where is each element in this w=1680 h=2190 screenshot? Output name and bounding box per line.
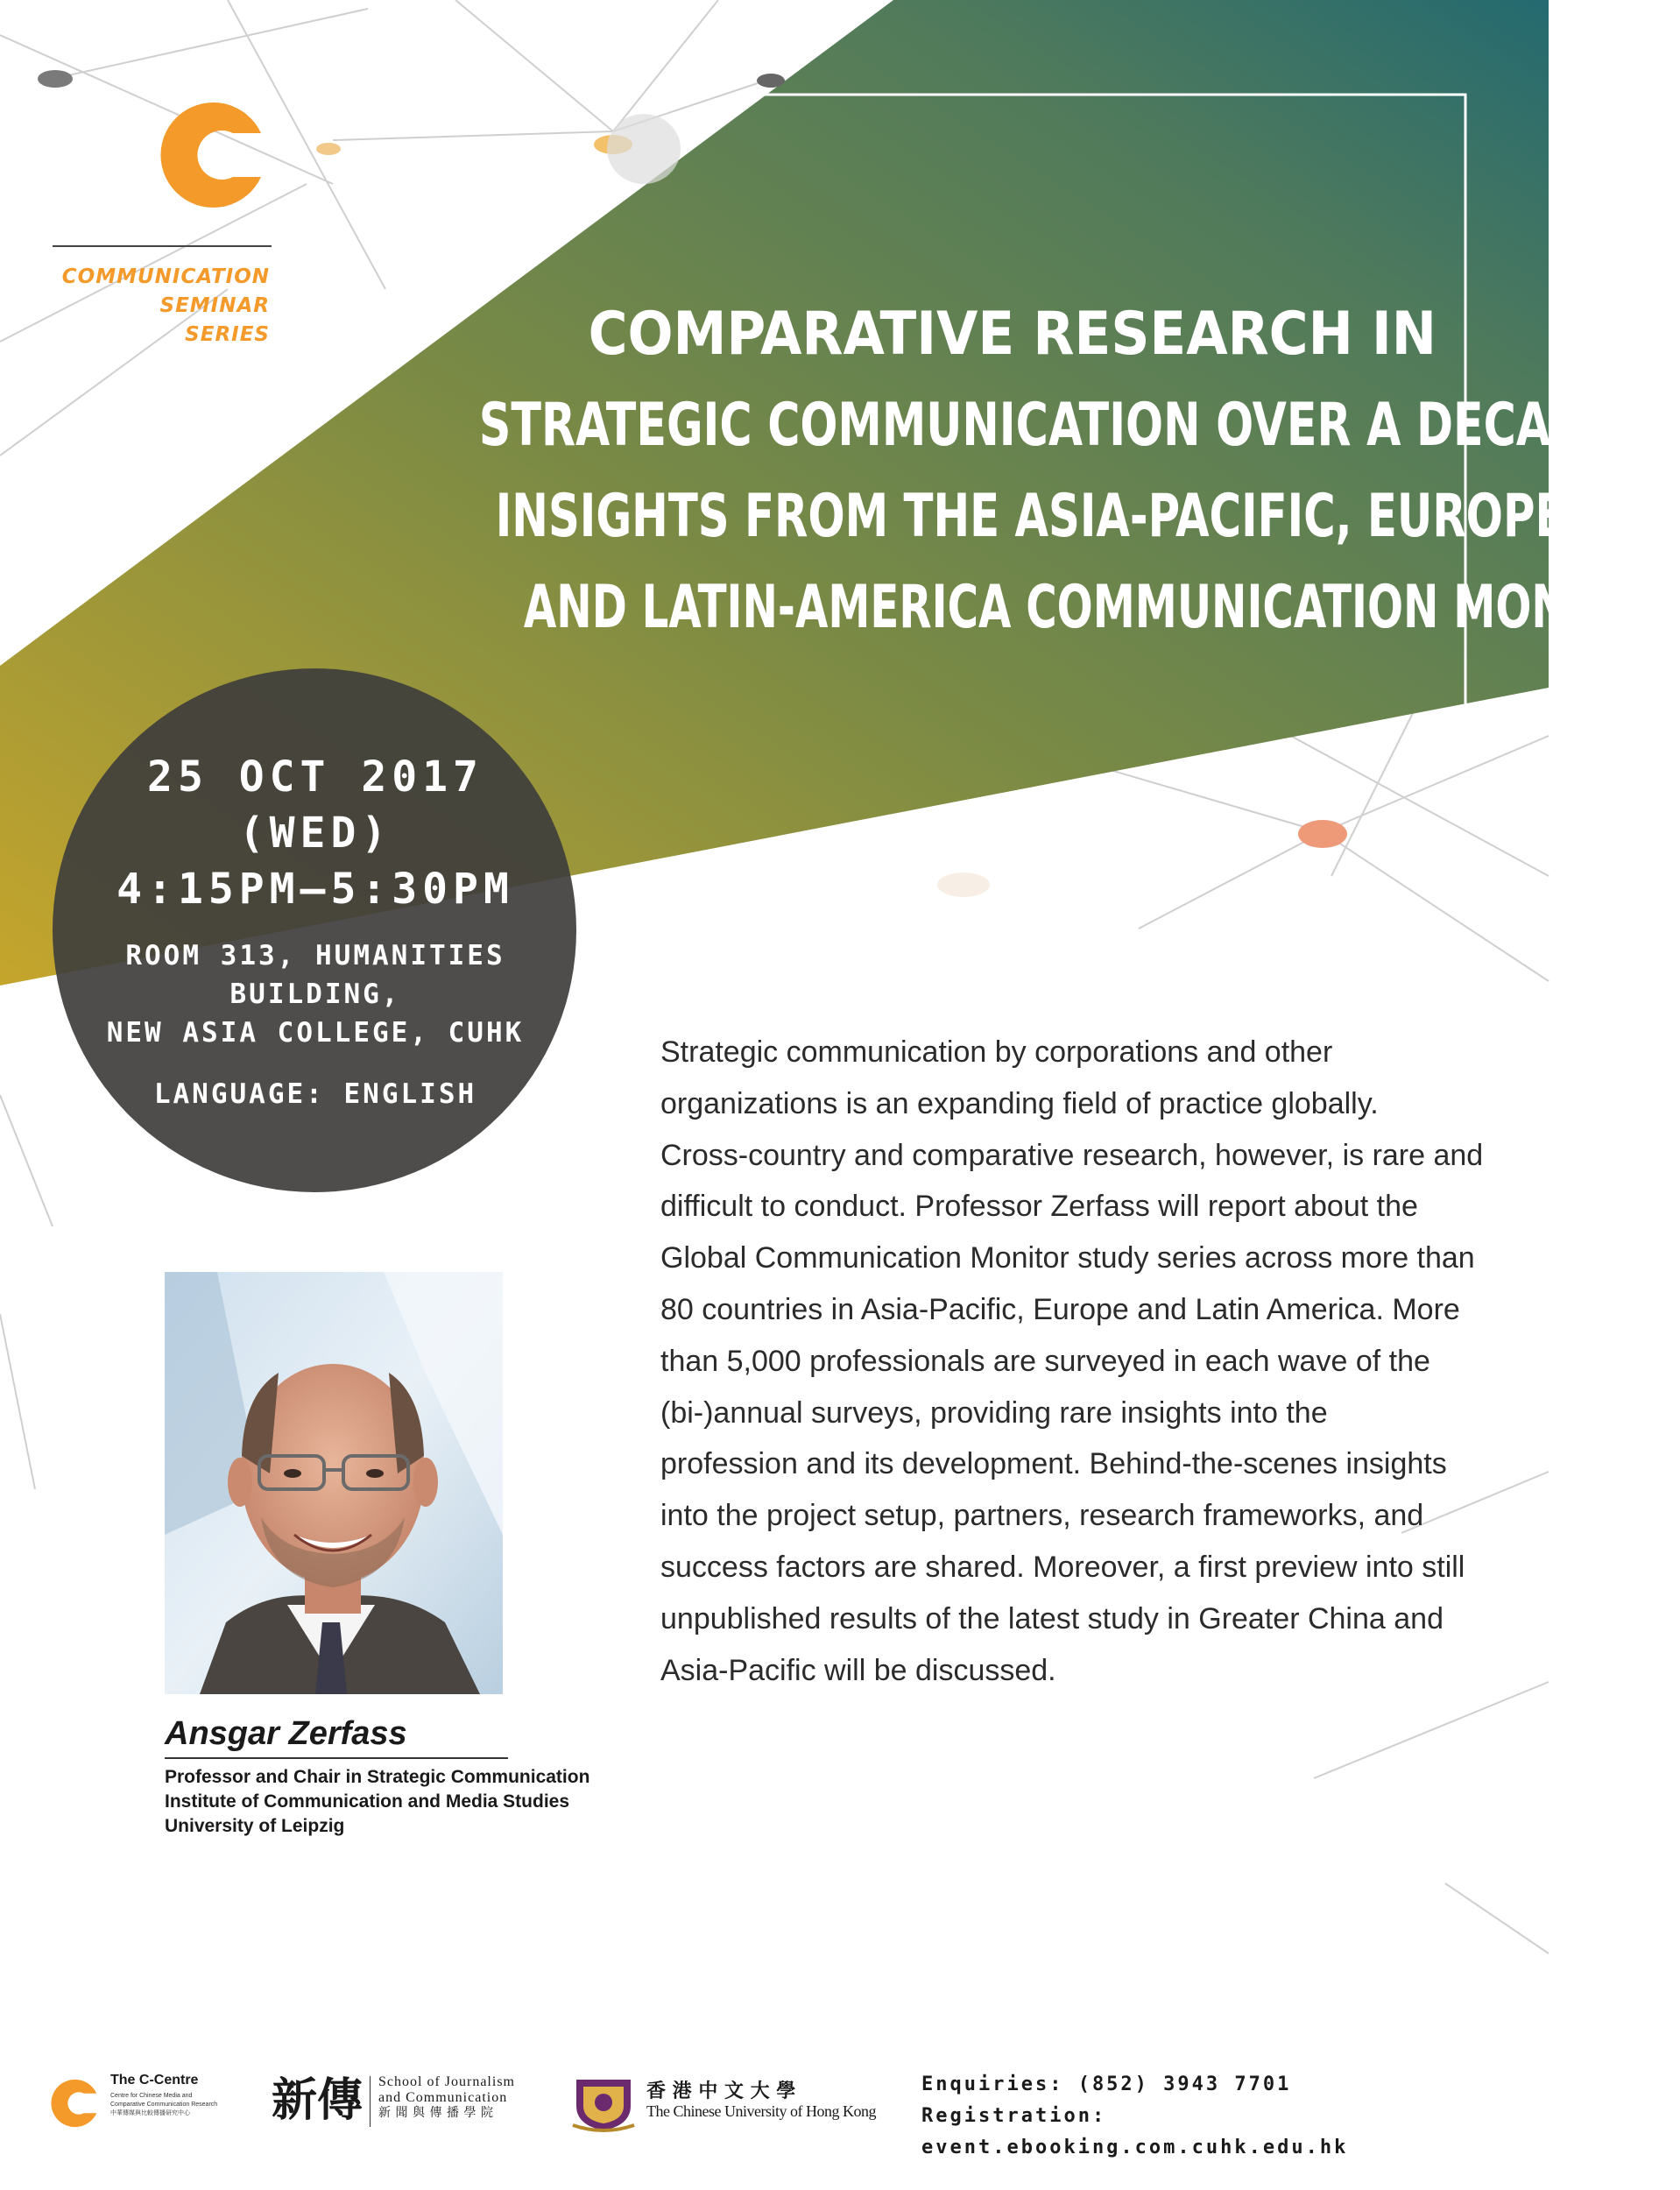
series-line: COMMUNICATION [61, 265, 270, 288]
registration-line[interactable]: Registration: event.ebooking.com.cuhk.edu.hk [921, 2105, 1349, 2158]
network-node [38, 70, 73, 88]
title-line: STRATEGIC COMMUNICATION OVER A DECADE: [478, 391, 1636, 460]
abstract-line: (bi-)annual surveys, providing rare insights into the [660, 1395, 1328, 1430]
sjc-logo [272, 2073, 526, 2134]
event-time: 4:15PM–5:30PM [116, 865, 514, 914]
event-language: LANGUAGE: ENGLISH [153, 1078, 477, 1110]
abstract-line: Global Communication Monitor study series across more than [660, 1241, 1475, 1275]
sjc-line: and Communication [378, 2090, 508, 2105]
network-node [316, 143, 341, 155]
abstract-line: organizations is an expanding field of practice globally. [660, 1086, 1379, 1120]
abstract-line: 80 countries in Asia-Pacific, Europe and Latin America. More [660, 1292, 1460, 1326]
abstract-line: Strategic communication by corporations and other [660, 1035, 1333, 1069]
network-node [607, 114, 681, 184]
abstract-line: than 5,000 professionals are surveyed in each wave of the [660, 1344, 1430, 1378]
ccentre-sub [110, 2092, 217, 2118]
network-node [757, 74, 785, 88]
abstract-line: success factors are shared. Moreover, a first preview into still [660, 1550, 1465, 1584]
abstract-line: unpublished results of the latest study in Greater China and [660, 1601, 1444, 1635]
speaker-affiliation [165, 1765, 620, 1839]
cuhk-crest-icon [569, 2071, 638, 2132]
footer-contact [921, 2069, 1535, 2164]
event-venue [53, 936, 578, 1052]
abstract-line: Asia-Pacific will be discussed. [660, 1653, 1056, 1687]
abstract-line: Cross-country and comparative research, however, is rare and [660, 1138, 1484, 1172]
ccentre-sub-line: Comparative Communication Research [110, 2102, 218, 2108]
ccentre-logo [46, 2073, 238, 2134]
title-line: COMPARATIVE RESEARCH IN [588, 300, 1436, 369]
cuhk-english: The Chinese University of Hong Kong [646, 2102, 876, 2120]
ccentre-sub-line: Centre for Chinese Media and [110, 2093, 193, 2099]
series-label [53, 263, 270, 350]
speaker-name: Ansgar Zerfass [165, 1715, 407, 1752]
series-line: SEMINAR [159, 294, 270, 317]
sjc-divider [370, 2076, 371, 2127]
cuhk-chinese: 香 港 中 文 大 學 [646, 2080, 796, 2102]
abstract-line: profession and its development. Behind-the-scenes insights [660, 1447, 1447, 1481]
sjc-line: School of Journalism [378, 2074, 515, 2089]
network-node [1298, 820, 1347, 848]
abstract-line: difficult to conduct. Professor Zerfass will report about the [660, 1190, 1418, 1224]
cuhk-logo [569, 2067, 893, 2137]
event-date: 25 OCT 2017 [147, 752, 484, 802]
abstract [660, 1027, 1501, 1696]
enquiries-line: Enquiries: (852) 3943 7701 [921, 2073, 1292, 2095]
sjc-chinese-mark: 新傳 [272, 2073, 364, 2127]
event-details [53, 749, 578, 1113]
affiliation-line: Professor and Chair in Strategic Communication [165, 1767, 590, 1787]
speaker-photo [165, 1272, 503, 1694]
series-line: SERIES [185, 323, 270, 346]
title-line: INSIGHTS FROM THE ASIA-PACIFIC, EUROPEAN, [495, 482, 1652, 551]
ccentre-name: The C-Centre [110, 2073, 199, 2088]
venue-line: NEW ASIA COLLEGE, CUHK [106, 1017, 525, 1049]
network-node [937, 872, 990, 897]
event-title [280, 289, 1680, 653]
ccentre-sub-line: 中華傳媒與比較傳播研究中心 [110, 2110, 190, 2116]
ccentre-c-icon [46, 2074, 102, 2132]
abstract-line: into the project setup, partners, research frameworks, and [660, 1499, 1424, 1533]
speaker-divider [165, 1757, 508, 1759]
event-weekday: (WED) [238, 809, 392, 858]
sjc-text [378, 2074, 515, 2122]
venue-line: ROOM 313, HUMANITIES BUILDING, [125, 940, 505, 1010]
title-line: AND LATIN-AMERICA COMMUNICATION MONITOR [523, 573, 1680, 642]
sjc-chinese-line: 新 聞 與 傳 播 學 院 [378, 2107, 494, 2120]
affiliation-line: Institute of Communication and Media Studies [165, 1791, 570, 1812]
c-logo-icon [149, 91, 272, 219]
logo-divider [53, 245, 272, 247]
affiliation-line: University of Leipzig [165, 1816, 345, 1836]
